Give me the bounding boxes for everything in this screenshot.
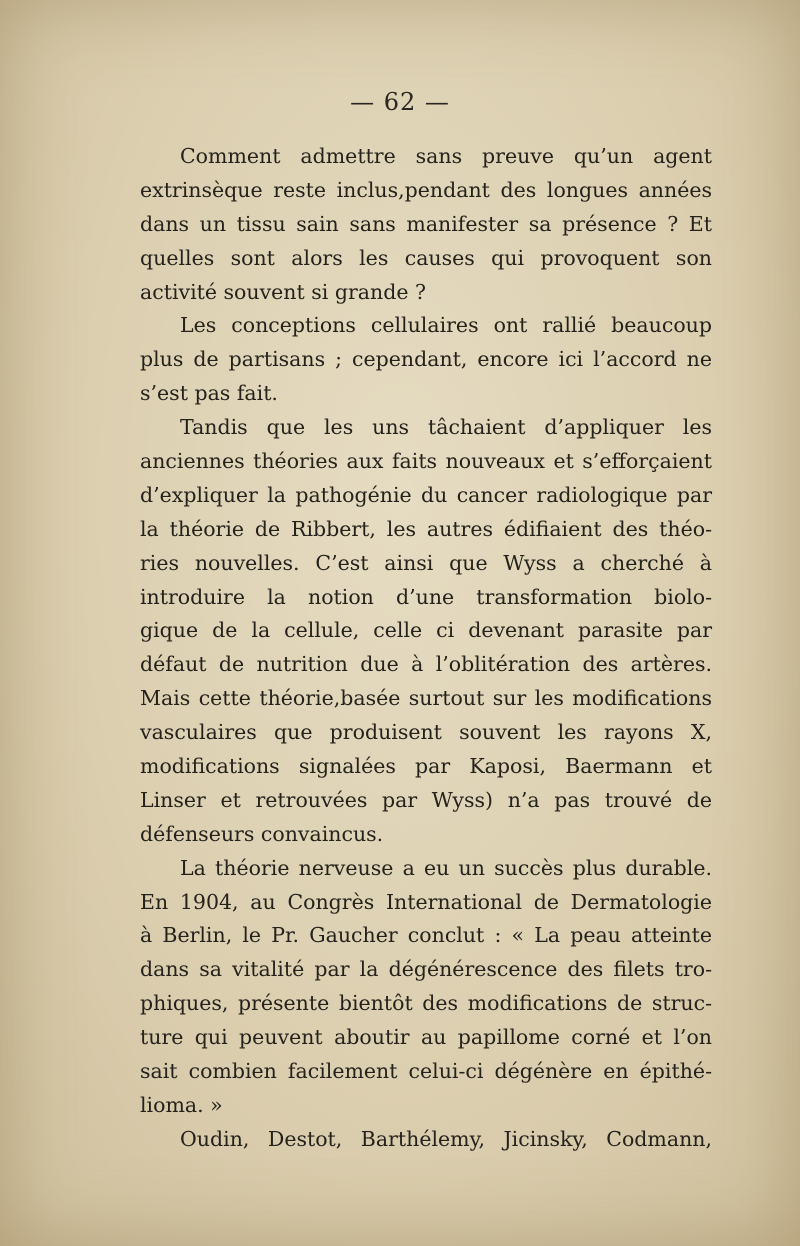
text-line: lioma. » (140, 1092, 223, 1117)
text-line: Comment admettre sans preuve qu’un agent (180, 144, 712, 168)
text-line: gique de la cellule, celle ci devenant parasite par (140, 618, 712, 643)
text-line: Linser et retrouvées par Wyss) n’a pas trouvé de (140, 787, 712, 812)
text-line: Tandis que les uns tâchaient d’appliquer les (180, 415, 712, 440)
text-line: Les conceptions cellulaires ont rallié beaucoup (180, 313, 712, 338)
text-line: Mais cette théorie,basée surtout sur les modifications (140, 686, 712, 711)
text-line: à Berlin, le Pr. Gaucher conclut : « La peau atteinte (140, 923, 712, 948)
text-line: défaut de nutrition due à l’oblitération des artères. (140, 652, 712, 677)
text-line: activité souvent si grande ? (140, 279, 426, 304)
text-line: introduire la notion d’une transformation biolo- (140, 584, 712, 609)
text-line: sait combien facilement celui-ci dégénère en épithé- (140, 1059, 712, 1084)
text-line: défenseurs convaincus. (140, 821, 384, 846)
body-text (140, 140, 712, 1157)
text-line: plus de partisans ; cependant, encore ici l’accord ne (140, 347, 712, 372)
text-line: Oudin, Destot, Barthélemy, Jicinsky, Codmann, (180, 1126, 712, 1151)
text-line: d’expliquer la pathogénie du cancer radiologique par (140, 482, 712, 507)
text-line: En 1904, au Congrès International de Dermatologie (140, 889, 712, 914)
text-line: extrinsèque reste inclus,pendant des longues années (140, 177, 712, 202)
text-line: modifications signalées par Kaposi, Baermann et (140, 754, 712, 779)
text-line: ries nouvelles. C’est ainsi que Wyss a cherché à (140, 550, 712, 575)
text-line: dans sa vitalité par la dégénérescence des filets tro- (140, 957, 712, 982)
text-line: s’est pas fait. (140, 381, 278, 406)
text-line: La théorie nerveuse a eu un succès plus durable. (180, 855, 712, 880)
text-line: phiques, présente bientôt des modifications de struc- (140, 991, 712, 1016)
text-line: quelles sont alors les causes qui provoquent son (140, 245, 712, 270)
text-line: ture qui peuvent aboutir au papillome corné et l’on (140, 1025, 712, 1050)
text-line: la théorie de Ribbert, les autres édifiaient des théo- (140, 516, 712, 541)
text-line: vasculaires que produisent souvent les rayons X, (140, 720, 712, 745)
text-line: dans un tissu sain sans manifester sa présence ? Et (140, 211, 712, 236)
text-line: anciennes théories aux faits nouveaux et s’efforçaient (140, 449, 712, 474)
page-number: — 62 — (350, 88, 450, 116)
